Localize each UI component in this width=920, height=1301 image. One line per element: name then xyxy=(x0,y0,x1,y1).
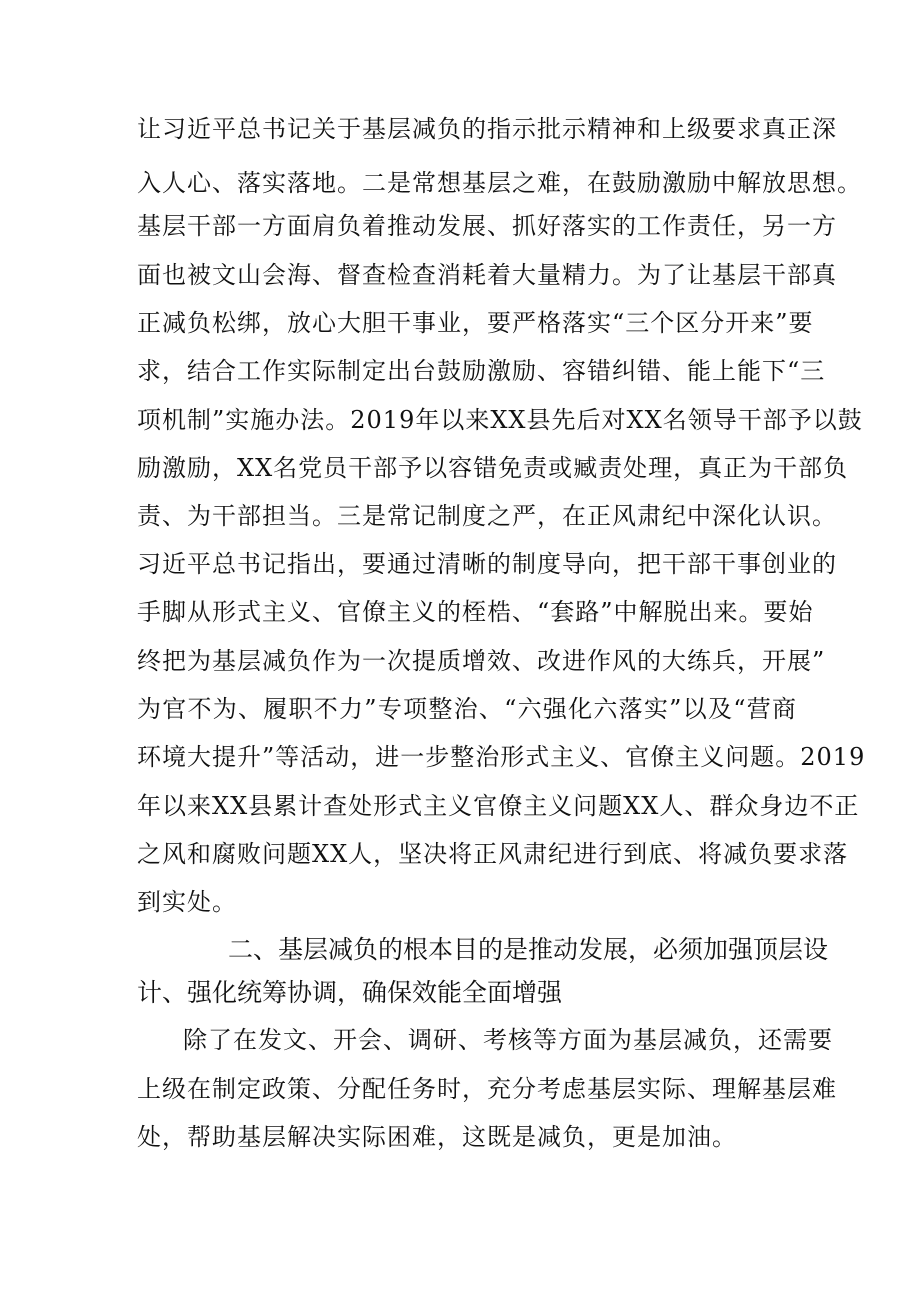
body-text-line: 除了在发文、开会、调研、考核等方面为基层减负，还需要 xyxy=(183,1026,833,1054)
body-text-line: 手脚从形式主义、官僚主义的桎梏、“套路”中解脱出来。要始 xyxy=(137,598,814,626)
section-heading-line: 二、基层减负的根本目的是推动发展，必须加强顶层设 xyxy=(228,935,829,964)
body-text-line: 处，帮助基层解决实际困难，这既是减负，更是加油。 xyxy=(137,1123,737,1151)
body-text-line: 让习近平总书记关于基层减负的指示批示精神和上级要求真正深 xyxy=(137,115,837,143)
body-text-line: 基层干部一方面肩负着推动发展、抓好落实的工作责任，另一方 xyxy=(137,212,837,240)
body-text-line: 终把为基层减负作为一次提质增效、改进作风的大练兵，开展” xyxy=(137,647,826,675)
body-text-line: 习近平总书记指出，要通过清晰的制度导向，把干部干事创业的 xyxy=(137,550,837,578)
body-text-line: 年以来XX县累计查处形式主义官僚主义问题XX人、群众身边不正 xyxy=(137,792,860,820)
body-text-line: 项机制”实施办法。2019年以来XX县先后对XX名领导干部予以鼓 xyxy=(137,406,863,434)
body-text-line: 励激励，XX名党员干部予以容错免责或臧责处理，真正为干部负 xyxy=(137,454,849,482)
body-text-line: 责、为干部担当。三是常记制度之严，在正风肃纪中深化认识。 xyxy=(137,502,837,530)
body-text-line: 之风和腐败问题XX人，坚决将正风肃纪进行到底、将减负要求落 xyxy=(137,840,849,868)
body-text-line: 求，结合工作实际制定出台鼓励激励、容错纠错、能上能下“三 xyxy=(137,357,826,385)
body-text-line: 到实处。 xyxy=(137,888,237,916)
body-text-line: 面也被文山会海、督查检查消耗着大量精力。为了让基层干部真 xyxy=(137,261,837,289)
body-text-line: 上级在制定政策、分配任务时，充分考虑基层实际、理解基层难 xyxy=(137,1075,837,1103)
body-text-line: 正减负松绑，放心大胆干事业，要严格落实“三个区分开来”要 xyxy=(137,309,814,337)
section-heading-line: 计、强化统筹协调，确保效能全面增强 xyxy=(137,978,563,1007)
body-text-line: 环境大提升”等活动，进一步整治形式主义、官僚主义问题。2019 xyxy=(137,743,866,771)
body-text-line: 入人心、落实落地。二是常想基层之难，在鼓励激励中解放思想。 xyxy=(137,169,862,197)
body-text-line: 为官不为、履职不力”专项整治、“六强化六落实”以及“营商 xyxy=(137,695,797,723)
